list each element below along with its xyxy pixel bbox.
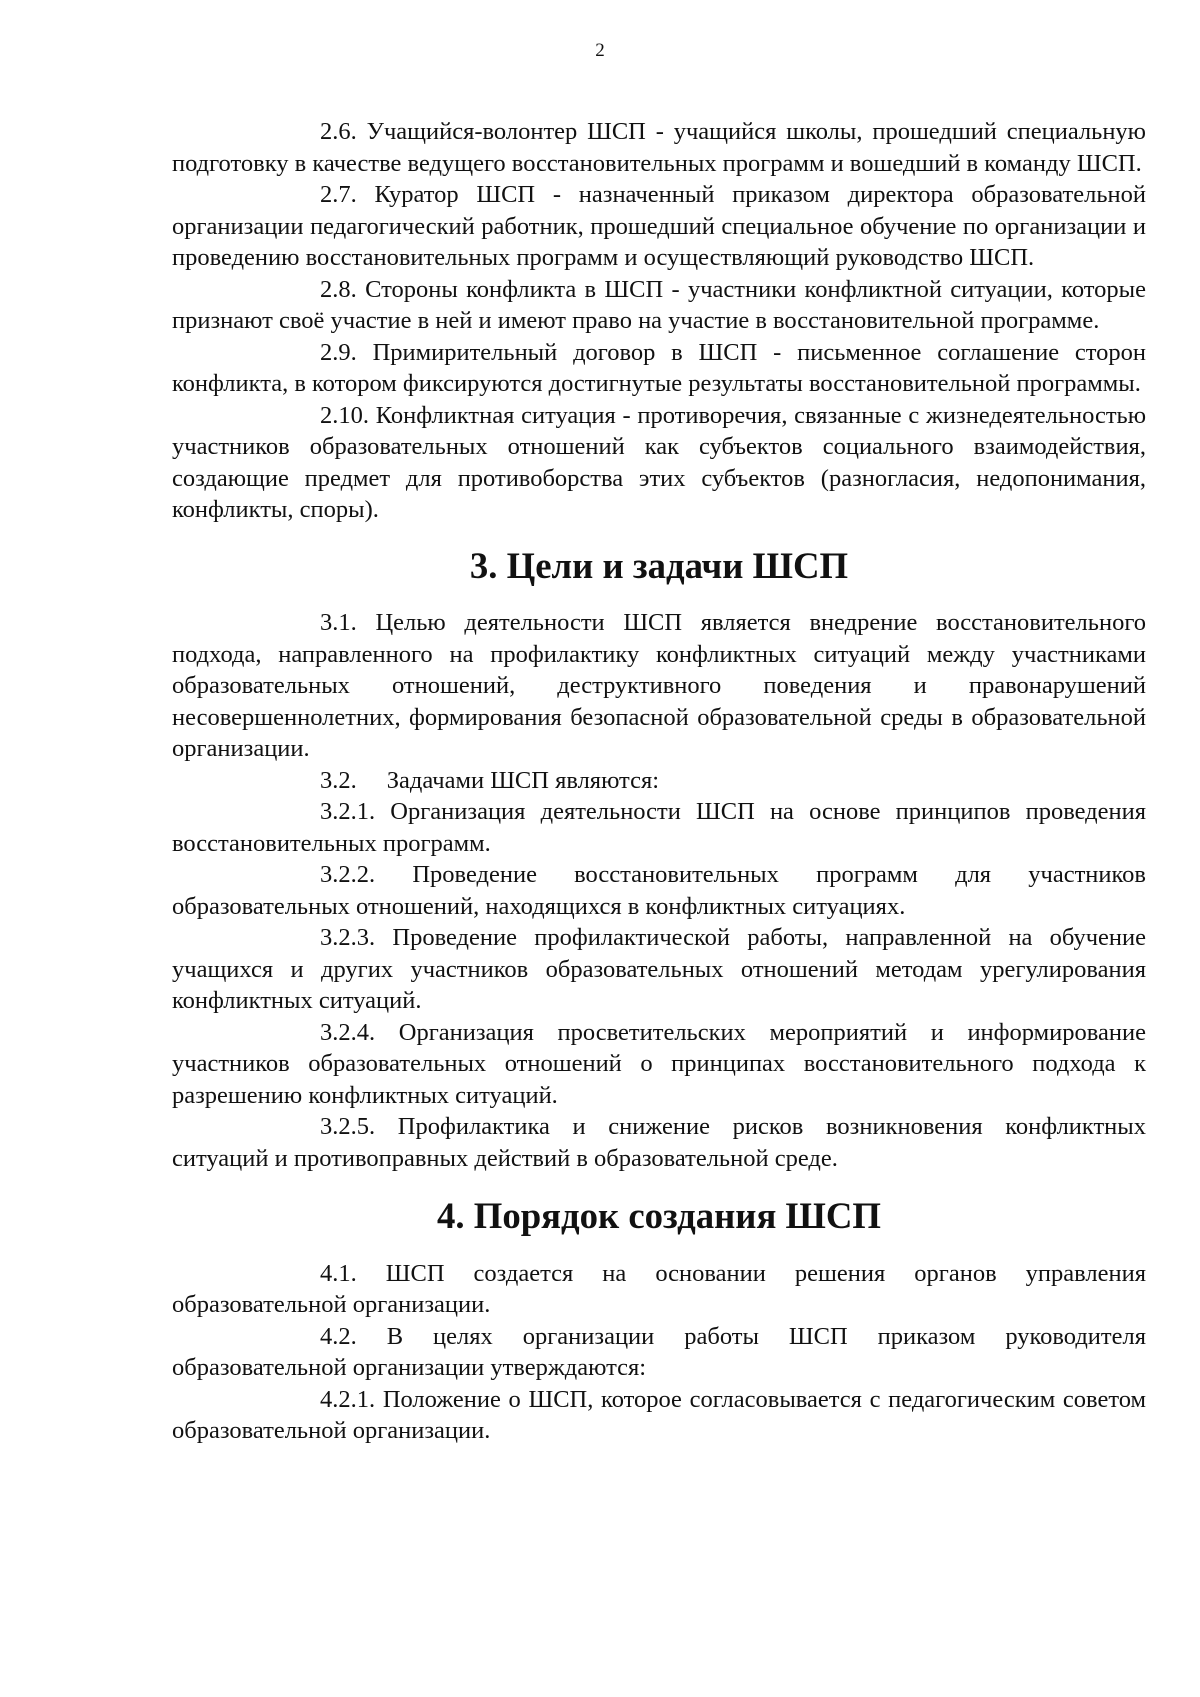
paragraph-text: Организация деятельности ШСП на основе принципов проведения восстановительных программ. — [172, 798, 1146, 857]
paragraph-number: 2.10. — [320, 401, 369, 429]
paragraph-text: Учащийся-волонтер ШСП - учащийся школы, прошедший специальную подготовку в качестве ведущего восстановительных программ и вошедший в команду ШСП. — [172, 118, 1146, 177]
paragraph-number: 3.2.2. — [320, 861, 376, 888]
paragraph-text: Примирительный договор в ШСП - письменное соглашение сторон конфликта, в котором фиксируются достигнутые результаты восстановительной программы. — [172, 338, 1146, 397]
paragraph-2-10 — [172, 400, 1146, 526]
paragraph-number: 2.6. — [320, 118, 357, 145]
paragraph-text: В целях организации работы ШСП приказом руководителя образовательной организации утверждаются: — [172, 1322, 1146, 1381]
paragraph-number: 3.2.5. — [320, 1113, 376, 1140]
paragraph-text: Задачами ШСП являются: — [386, 766, 660, 794]
page-number: 2 — [595, 40, 605, 61]
paragraph-4-2 — [172, 1321, 1146, 1384]
paragraph-text: Положение о ШСП, которое согласовывается с педагогическим советом образовательной организации. — [172, 1385, 1146, 1444]
paragraph-2-6 — [172, 116, 1146, 179]
paragraph-text: Целью деятельности ШСП является внедрение восстановительного подхода, направленного на профилактику конфликтных ситуаций между участниками образовательных отношений, деструктивного поведения и правонарушений несовершеннолетних, формирования безопасной образовательной среды в образовательной организации. — [172, 609, 1147, 762]
paragraph-text: Проведение восстановительных программ для участников образовательных отношений, находящихся в конфликтных ситуациях. — [172, 861, 1146, 920]
section-4-heading: 4. Порядок создания ШСП — [436, 1195, 881, 1236]
paragraph-2-7 — [172, 179, 1146, 274]
paragraph-number: 4.1. — [320, 1259, 357, 1287]
paragraph-2-9 — [172, 337, 1146, 400]
paragraph-3-2-5 — [172, 1111, 1146, 1174]
document-body — [172, 116, 1146, 1447]
paragraph-number: 2.8. — [320, 275, 357, 303]
paragraph-text: Стороны конфликта в ШСП - участники конфликтной ситуации, которые признают своё участие в ней и имеют право на участие в восстановительной программе. — [172, 275, 1146, 334]
paragraph-3-2 — [172, 765, 1146, 797]
paragraph-3-2-4 — [172, 1017, 1146, 1112]
paragraph-text: ШСП создается на основании решения органов управления образовательной организации. — [172, 1259, 1146, 1318]
paragraph-4-2-1 — [172, 1384, 1146, 1447]
paragraph-number: 2.7. — [320, 181, 357, 208]
paragraph-text: Куратор ШСП - назначенный приказом директора образовательной организации педагогический работник, прошедший специальное обучение по организации и проведению восстановительных программ и осуществляющий руководство ШСП. — [172, 181, 1146, 271]
paragraph-number: 4.2.1. — [320, 1385, 376, 1413]
section-3-heading: 3. Цели и задачи ШСП — [469, 544, 849, 586]
paragraph-text: Проведение профилактической работы, направленной на обучение учащихся и других участников образовательных отношений методам урегулирования конфликтных ситуаций. — [172, 924, 1147, 1014]
paragraph-4-1 — [172, 1258, 1146, 1321]
paragraph-text: Конфликтная ситуация - противоречия, связанные с жизнедеятельностью участников образовательных отношений как субъектов социального взаимодействия, создающие предмет для противоборства этих субъектов (разногласия, недопонимания, конфликты, споры). — [172, 401, 1147, 523]
paragraph-3-2-2 — [172, 859, 1146, 922]
paragraph-text: Организация просветительских мероприятий и информирование участников образовательных отношений о принципах восстановительного подхода к разрешению конфликтных ситуаций. — [172, 1018, 1146, 1109]
paragraph-2-8 — [172, 274, 1146, 337]
paragraph-number: 3.2. — [320, 766, 357, 794]
paragraph-number: 4.2. — [320, 1322, 357, 1350]
paragraph-number: 3.2.4. — [320, 1018, 376, 1046]
paragraph-number: 3.1. — [320, 609, 357, 636]
paragraph-text: Профилактика и снижение рисков возникновения конфликтных ситуаций и противоправных действий в образовательной среде. — [172, 1113, 1147, 1172]
paragraph-number: 3.2.3. — [320, 924, 376, 951]
paragraph-number: 2.9. — [320, 338, 357, 366]
paragraph-3-2-3 — [172, 922, 1146, 1017]
paragraph-3-1 — [172, 607, 1146, 765]
paragraph-3-2-1 — [172, 796, 1146, 859]
paragraph-number: 3.2.1. — [320, 798, 376, 825]
